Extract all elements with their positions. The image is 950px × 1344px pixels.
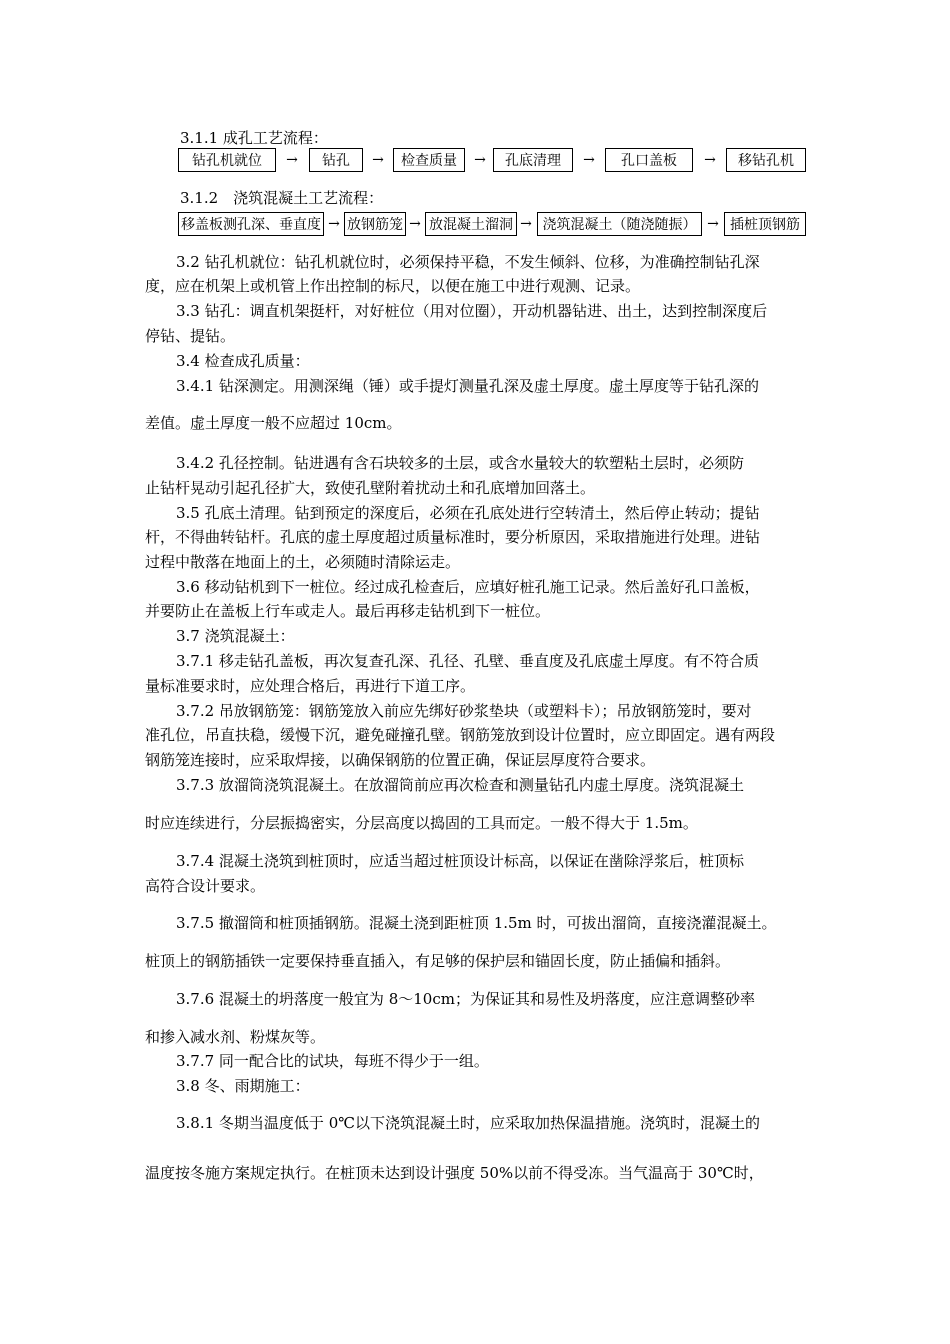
para-3-7-4-line-2: 高符合设计要求。	[145, 877, 266, 895]
para-3-2-line-2: 度，应在机架上或机管上作出控制的标尺，以便在施工中进行观测、记录。	[145, 277, 641, 295]
para-3-7-6-line-1: 3.7.6 混凝土的坍落度一般宜为 8～10cm；为保证其和易性及坍落度，应注意调整砂率	[176, 990, 755, 1008]
para-3-4-heading: 3.4 检查成孔质量：	[176, 352, 310, 370]
para-3-6-line-2: 并要防止在盖板上行车或走人。最后再移走钻机到下一桩位。	[145, 602, 551, 620]
flow1-step-5: 孔口盖板	[605, 148, 693, 172]
para-3-6-line-1: 3.6 移动钻机到下一桩位。经过成孔检查后，应填好桩孔施工记录。然后盖好孔口盖板，	[176, 578, 760, 596]
section-3-1-2-heading: 3.1.2 浇筑混凝土工艺流程：	[180, 189, 384, 207]
drilling-process-flowchart	[0, 148, 950, 174]
flow2-step-2: 放钢筋笼	[344, 212, 406, 236]
para-3-7-3-line-1: 3.7.3 放溜筒浇筑混凝土。在放溜筒前应再次检查和测量钻孔内虚土厚度。浇筑混凝土	[176, 776, 744, 794]
flow1-arrow-3: →	[474, 152, 486, 168]
flow2-step-5: 插桩顶钢筋	[724, 212, 806, 236]
flow1-step-6: 移钻孔机	[726, 148, 806, 172]
para-3-7-1-line-2: 量标准要求时，应处理合格后，再进行下道工序。	[145, 677, 476, 695]
flow1-step-1: 钻孔机就位	[178, 148, 276, 172]
concrete-pouring-flowchart	[0, 212, 950, 238]
flow1-arrow-2: →	[372, 152, 384, 168]
para-3-7-heading: 3.7 浇筑混凝土：	[176, 627, 295, 645]
flow2-arrow-3: →	[520, 216, 532, 232]
para-3-5-line-2: 杆，不得曲转钻杆。孔底的虚土厚度超过质量标准时，要分析原因，采取措施进行处理。进钻	[145, 528, 761, 546]
flow2-arrow-4: →	[707, 216, 719, 232]
para-3-7-5-line-2: 桩顶上的钢筋插铁一定要保持垂直插入，有足够的保护层和锚固长度，防止插偏和插斜。	[145, 952, 731, 970]
para-3-5-line-1: 3.5 孔底土清理。钻到预定的深度后，必须在孔底处进行空转清土，然后停止转动；提钻	[176, 504, 760, 522]
para-3-7-2-line-1: 3.7.2 吊放钢筋笼：钢筋笼放入前应先绑好砂浆垫块（或塑料卡）；吊放钢筋笼时，要对	[176, 702, 752, 720]
para-3-2-line-1: 3.2 钻孔机就位：钻孔机就位时，必须保持平稳，不发生倾斜、位移，为准确控制钻孔深	[176, 253, 760, 271]
para-3-7-5-line-1: 3.7.5 撤溜筒和桩顶插钢筋。混凝土浇到距桩顶 1.5m 时，可拔出溜筒，直接浇灌混凝土。	[176, 914, 777, 932]
para-3-7-2-line-3: 钢筋笼连接时，应采取焊接，以确保钢筋的位置正确，保证层厚度符合要求。	[145, 751, 656, 769]
flow1-arrow-4: →	[583, 152, 595, 168]
para-3-8-heading: 3.8 冬、雨期施工：	[176, 1077, 310, 1095]
para-3-4-2-line-1: 3.4.2 孔径控制。钻进遇有含石块较多的土层，或含水量较大的软塑粘土层时，必须防	[176, 454, 744, 472]
flow1-step-3: 检查质量	[393, 148, 465, 172]
flow2-arrow-1: →	[328, 216, 340, 232]
para-3-7-3-line-2: 时应连续进行，分层振捣密实，分层高度以捣固的工具而定。一般不得大于 1.5m。	[145, 814, 698, 832]
para-3-4-2-line-2: 止钻杆晃动引起孔径扩大，致使孔壁附着扰动土和孔底增加回落土。	[145, 479, 596, 497]
para-3-8-1-line-1: 3.8.1 冬期当温度低于 0℃以下浇筑混凝土时，应采取加热保温措施。浇筑时，混凝土的	[176, 1114, 761, 1132]
para-3-3-line-1: 3.3 钻孔：调直机架挺杆，对好桩位（用对位圈），开动机器钻进、出土，达到控制深度后	[176, 302, 768, 320]
flow1-arrow-1: →	[286, 152, 298, 168]
para-3-4-1-line-2: 差值。虚土厚度一般不应超过 10cm。	[145, 414, 402, 432]
flow2-step-4: 浇筑混凝土（随浇随振）	[537, 212, 702, 236]
flow2-step-3: 放混凝土溜洞	[425, 212, 517, 236]
para-3-7-1-line-1: 3.7.1 移走钻孔盖板，再次复查孔深、孔径、孔壁、垂直度及孔底虚土厚度。有不符合质	[176, 652, 759, 670]
para-3-7-2-line-2: 准孔位，吊直扶稳，缓慢下沉，避免碰撞孔壁。钢筋笼放到设计位置时，应立即固定。遇有两段	[145, 726, 776, 744]
flow2-arrow-2: →	[409, 216, 421, 232]
para-3-7-6-line-2: 和掺入减水剂、粉煤灰等。	[145, 1028, 326, 1046]
para-3-7-7: 3.7.7 同一配合比的试块，每班不得少于一组。	[176, 1052, 489, 1070]
section-3-1-1-heading: 3.1.1 成孔工艺流程：	[180, 129, 328, 147]
para-3-4-1-line-1: 3.4.1 钻深测定。用测深绳（锤）或手提灯测量孔深及虚土厚度。虚土厚度等于钻孔深的	[176, 377, 759, 395]
flow1-arrow-5: →	[704, 152, 716, 168]
flow1-step-4: 孔底清理	[493, 148, 573, 172]
flow1-step-2: 钻孔	[309, 148, 363, 172]
flow2-step-1: 移盖板测孔深、垂直度	[178, 212, 324, 236]
para-3-5-line-3: 过程中散落在地面上的土，必须随时清除运走。	[145, 553, 461, 571]
para-3-3-line-2: 停钻、提钻。	[145, 327, 236, 345]
para-3-7-4-line-1: 3.7.4 混凝土浇筑到桩顶时，应适当超过桩顶设计标高，以保证在凿除浮浆后，桩顶标	[176, 852, 744, 870]
para-3-8-1-line-2: 温度按冬施方案规定执行。在桩顶未达到设计强度 50%以前不得受冻。当气温高于 30℃时，	[145, 1164, 764, 1182]
